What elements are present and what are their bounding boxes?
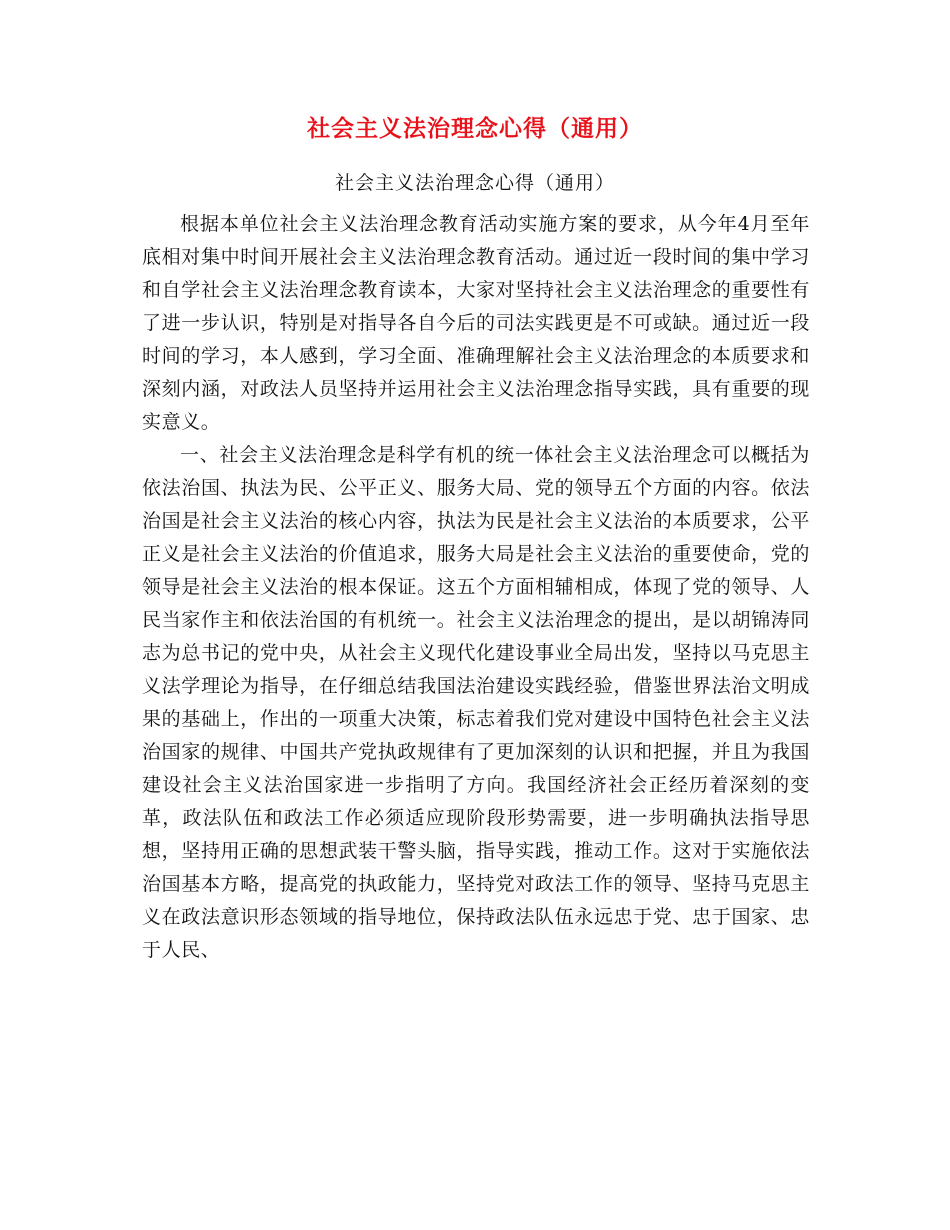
document-title: 社会主义法治理念心得（通用）: [307, 115, 643, 142]
paragraph-intro: 根据本单位社会主义法治理念教育活动实施方案的要求，从今年4月至年底相对集中时间开展社会主义法治理念教育活动。通过近一段时间的集中学习和自学社会主义法治理念教育读本，大家对坚持社会主义法治理念的重要性有了进一步认识，特别是对指导各自今后的司法实践更是不可或缺。通过近一段时间的学习，本人感到，学习全面、准确理解社会主义法治理念的本质要求和深刻内涵，对政法人员坚持并运用社会主义法治理念指导实践，具有重要的现实意义。: [142, 213, 810, 433]
document-body: [142, 208, 810, 967]
paragraph-section-one: 一、社会主义法治理念是科学有机的统一体社会主义法治理念可以概括为依法治国、执法为民、公平正义、服务大局、党的领导五个方面的内容。依法治国是社会主义法治的核心内容，执法为民是社会主义法治的本质要求，公平正义是社会主义法治的价值追求，服务大局是社会主义法治的重要使命，党的领导是社会主义法治的根本保证。这五个方面相辅相成，体现了党的领导、人民当家作主和依法治国的有机统一。社会主义法治理念的提出，是以胡锦涛同志为总书记的党中央，从社会主义现代化建设事业全局出发，坚持以马克思主义法学理论为指导，在仔细总结我国法治建设实践经验，借鉴世界法治文明成果的基础上，作出的一项重大决策，标志着我们党对建设中国特色社会主义法治国家的规律、中国共产党执政规律有了更加深刻的认识和把握，并且为我国建设社会主义法治国家进一步指明了方向。我国经济社会正经历着深刻的变革，政法队伍和政法工作必须适应现阶段形势需要，进一步明确执法指导思想，坚持用正确的思想武装干警头脑，指导实践，推动工作。这对于实施依法治国基本方略，提高党的执政能力，坚持党对政法工作的领导、坚持马克思主义在政法意识形态领域的指导地位，保持政法队伍永远忠于党、忠于国家、忠于人民、: [142, 444, 810, 961]
document-subtitle: 社会主义法治理念心得（通用）: [334, 172, 615, 194]
